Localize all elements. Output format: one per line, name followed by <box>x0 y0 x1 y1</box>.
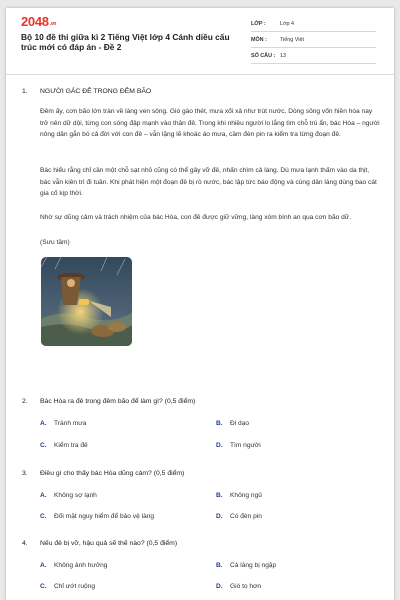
option-letter: D. <box>216 513 223 520</box>
option-letter: B. <box>216 562 223 569</box>
document-page <box>6 8 394 600</box>
meta-key: LỚP : <box>251 20 266 27</box>
option-letter: C. <box>40 442 47 449</box>
option-text: Không sợ lạnh <box>54 492 97 499</box>
question-text: Nếu đê bị vỡ, hậu quả sẽ thế nào? (0,5 điểm) <box>40 540 178 547</box>
meta-key: SỐ CÂU : <box>251 52 276 59</box>
story-illustration <box>41 257 132 346</box>
option-letter: B. <box>216 420 223 427</box>
question-number: 3. <box>22 470 28 477</box>
question-text: Bác Hòa ra đê trong đêm bão để làm gì? (0,5 điểm) <box>40 398 196 405</box>
meta-value: Tiếng Việt <box>280 36 304 43</box>
option-text: Chỉ ướt ruộng <box>54 583 95 590</box>
answer-option[interactable] <box>216 492 262 499</box>
passage-paragraph: Bác hiểu rằng chỉ cần một chỗ sạt nhỏ cũng có thể gây vỡ đê, nhấn chìm cả làng. Dù mưa lạnh thấm vào da thịt, bác vẫn kiên trì đi tuần. Khi phát hiện một đoạn đê bị rò nước, bác lập tức báo động và cùng dân làng dùng bao cát gia cố kịp thời. <box>40 167 377 198</box>
meta-row-question-count <box>251 48 376 64</box>
meta-value: Lớp 4 <box>280 20 295 27</box>
header-divider <box>6 74 394 75</box>
passage-source: (Sưu tầm) <box>40 239 70 246</box>
answer-option[interactable] <box>216 513 262 520</box>
question-number: 4. <box>22 540 28 547</box>
site-logo[interactable]: 2048.vn <box>21 14 57 29</box>
answer-option[interactable] <box>216 420 249 427</box>
passage-paragraph: Đêm ấy, cơn bão lớn tràn về làng ven sông. Gió gào thét, mưa xối xả như trút nước. Dòng sông vốn hiền hòa nay trở nên dữ dội, từng con sóng đập mạnh vào thân đê. Trong khi nhiều người lo lắng tìm chỗ trú ẩn, bác Hòa – người nông dân gắn bó cả đời với con đê – vẫn lặng lẽ khoác áo mưa, cầm đèn pin ra kiểm tra từng đoạn đê. <box>40 108 380 139</box>
answer-option[interactable] <box>40 513 154 520</box>
option-text: Kiểm tra đê <box>54 442 88 449</box>
option-letter: D. <box>216 442 223 449</box>
passage-title: NGƯỜI GÁC ĐÊ TRONG ĐÊM BÃO <box>40 88 152 95</box>
option-text: Tìm người <box>230 442 261 449</box>
answer-option[interactable] <box>40 492 97 499</box>
option-letter: A. <box>40 420 47 427</box>
option-text: Không ngủ <box>230 492 262 499</box>
option-text: Đối mặt nguy hiểm để bảo vệ làng <box>54 513 155 520</box>
meta-key: MÔN : <box>251 36 267 43</box>
document-title: Bộ 10 đề thi giữa kì 2 Tiếng Việt lớp 4 Cánh diều cấu trúc mới có đáp án - Đề 2 <box>21 32 230 52</box>
option-letter: C. <box>40 583 47 590</box>
option-text: Tránh mưa <box>54 420 87 427</box>
option-text: Đi dạo <box>230 420 250 427</box>
meta-value: 13 <box>280 52 286 59</box>
answer-option[interactable] <box>40 562 107 569</box>
document-meta <box>251 16 376 64</box>
answer-option[interactable] <box>216 583 261 590</box>
passage-paragraph: Nhờ sự dũng cảm và trách nhiệm của bác Hòa, con đê được giữ vững, làng xóm bình an qua cơn bão dữ. <box>40 214 352 221</box>
logo-suffix: .vn <box>49 21 57 27</box>
option-text: Cả làng bị ngập <box>230 562 277 569</box>
option-letter: A. <box>40 492 47 499</box>
option-text: Gió to hơn <box>230 583 262 590</box>
answer-option[interactable] <box>216 562 276 569</box>
question-number: 1. <box>22 88 28 95</box>
question-text: Điều gì cho thấy bác Hòa dũng cảm? (0,5 điểm) <box>40 470 185 477</box>
option-text: Không ảnh hưởng <box>54 562 108 569</box>
question-number: 2. <box>22 398 28 405</box>
answer-option[interactable] <box>40 583 95 590</box>
option-letter: D. <box>216 583 223 590</box>
answer-option[interactable] <box>40 420 86 427</box>
answer-option[interactable] <box>216 442 261 449</box>
option-letter: C. <box>40 513 47 520</box>
option-letter: B. <box>216 492 223 499</box>
meta-row-grade <box>251 16 376 32</box>
answer-option[interactable] <box>40 442 88 449</box>
option-text: Có đèn pin <box>230 513 262 520</box>
option-letter: A. <box>40 562 47 569</box>
meta-row-subject <box>251 32 376 48</box>
